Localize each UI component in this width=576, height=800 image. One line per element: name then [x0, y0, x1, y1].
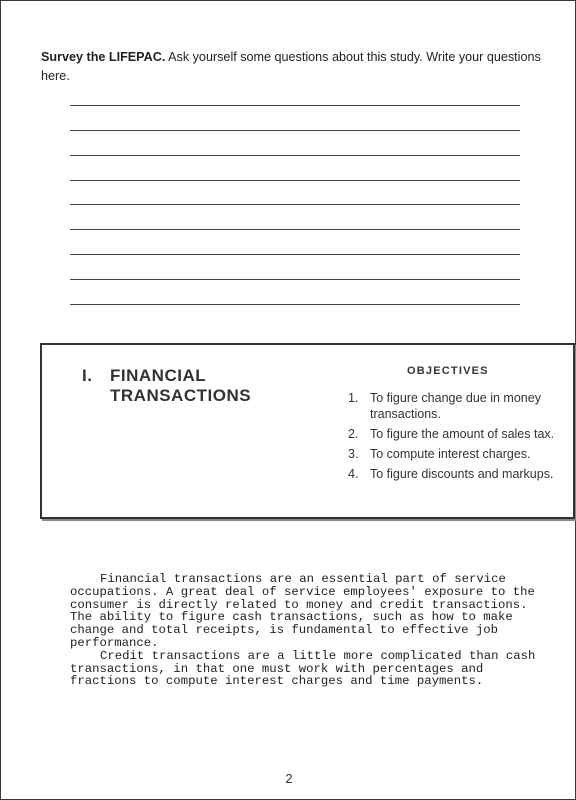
objective-number: 2.	[348, 427, 359, 441]
objective-number: 4.	[348, 467, 359, 481]
objective-item	[348, 446, 573, 462]
answer-line[interactable]	[70, 105, 520, 106]
survey-instruction-text: Ask yourself some questions about this study. Write your questions here.	[41, 50, 541, 83]
answer-line[interactable]	[70, 229, 520, 230]
objective-text: To compute interest charges.	[370, 447, 531, 461]
objective-item	[348, 466, 573, 482]
body-text	[70, 573, 540, 688]
answer-line[interactable]	[70, 304, 520, 305]
body-paragraph: Credit transactions are a little more complicated than cash transactions, in that one must work with percentages and fractions to compute interest charges and time payments.	[70, 648, 536, 689]
answer-line[interactable]	[70, 155, 520, 156]
objectives-heading: OBJECTIVES	[407, 365, 489, 377]
answer-line[interactable]	[70, 130, 520, 131]
section-title-line: FINANCIAL	[110, 366, 207, 385]
objectives-list	[348, 390, 573, 486]
answer-line[interactable]	[70, 204, 520, 205]
answer-line[interactable]	[70, 254, 520, 255]
objective-item	[348, 390, 573, 422]
section-title-line: TRANSACTIONS	[110, 386, 252, 405]
objective-text: To figure the amount of sales tax.	[370, 427, 555, 441]
objective-item	[348, 426, 573, 442]
objective-text: To figure change due in money transactions.	[370, 391, 541, 421]
body-paragraph: Financial transactions are an essential part of service occupations. A great deal of service employees' exposure to the consumer is directly related to money and credit transactions. The ability to figure cash transactions, such as how to make change and total receipts, is fundamental to effective job performance.	[70, 572, 535, 650]
answer-line[interactable]	[70, 279, 520, 280]
survey-bold-lead: Survey the LIFEPAC.	[41, 50, 166, 64]
section-objectives-box	[40, 343, 575, 519]
answer-line[interactable]	[70, 180, 520, 181]
section-number: I.	[82, 366, 93, 385]
section-title	[110, 366, 300, 406]
survey-instruction	[41, 48, 551, 86]
objective-number: 1.	[348, 391, 359, 405]
objective-number: 3.	[348, 447, 359, 461]
page-number: 2	[285, 771, 293, 786]
objective-text: To figure discounts and markups.	[370, 467, 554, 481]
